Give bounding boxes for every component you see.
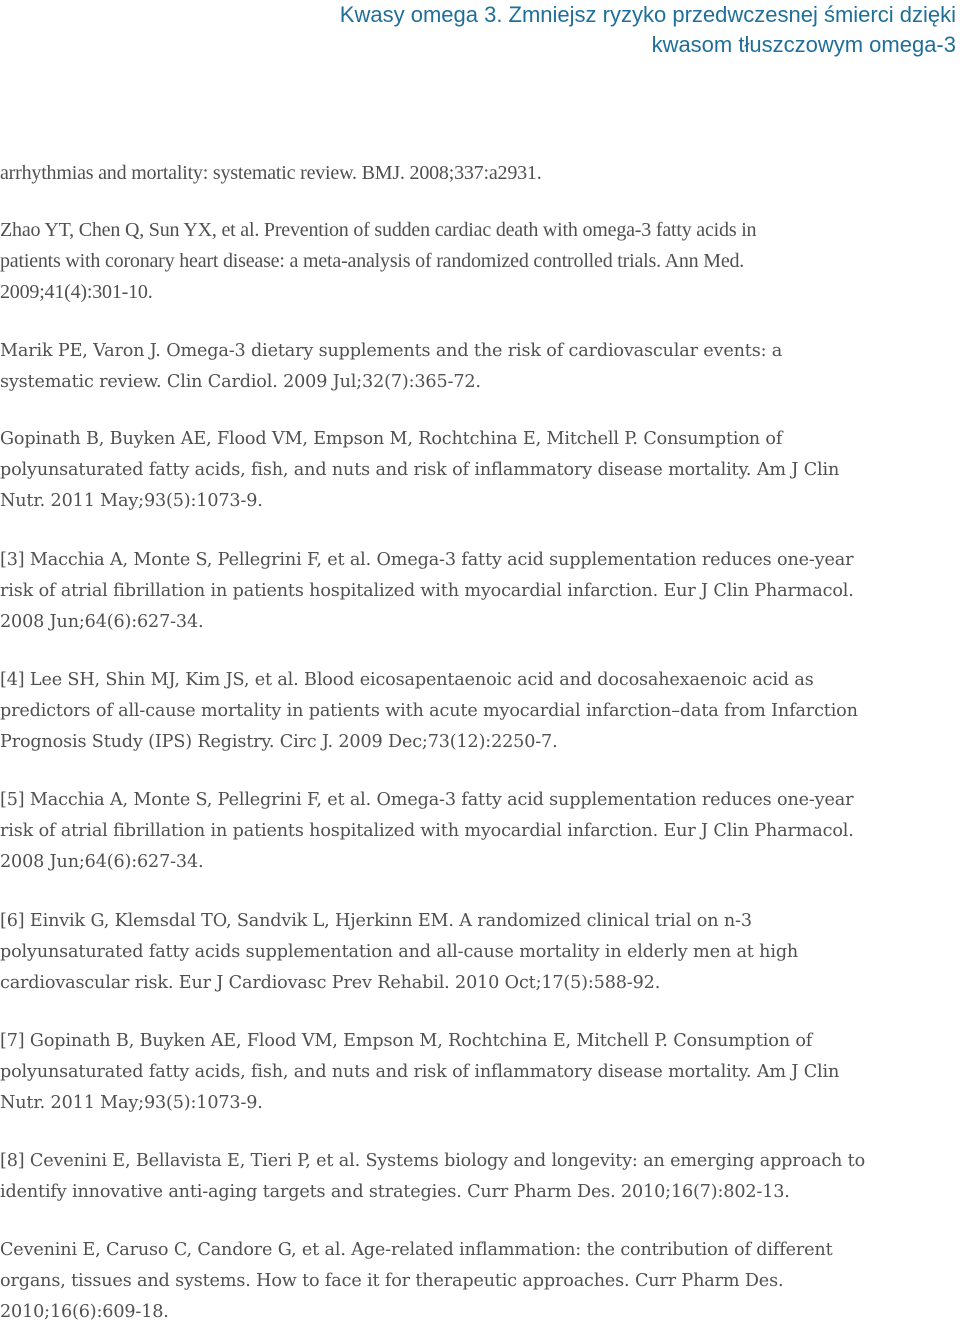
reference-entry: [0, 906, 958, 999]
reference-line: [7] Gopinath B, Buyken AE, Flood VM, Empson M, Rochtchina E, Mitchell P. Consumption of: [0, 1031, 813, 1051]
reference-line: Zhao YT, Chen Q, Sun YX, et al. Prevention of sudden cardiac death with omega-3 fatty acids in: [0, 219, 757, 241]
reference-line: 2008 Jun;64(6):627-34.: [0, 852, 204, 872]
reference-line: Gopinath B, Buyken AE, Flood VM, Empson M, Rochtchina E, Mitchell P. Consumption of: [0, 429, 783, 449]
reference-line: [5] Macchia A, Monte S, Pellegrini F, et al. Omega-3 fatty acid supplementation reduces one-year: [0, 790, 854, 810]
reference-line: patients with coronary heart disease: a meta-analysis of randomized controlled trials. Ann Med.: [0, 250, 745, 272]
reference-entry: [0, 1146, 958, 1208]
reference-entry: [0, 545, 958, 638]
reference-line: 2008 Jun;64(6):627-34.: [0, 612, 204, 632]
reference-line: systematic review. Clin Cardiol. 2009 Jul;32(7):365-72.: [0, 372, 481, 392]
reference-entry: [0, 665, 958, 758]
reference-line: risk of atrial fibrillation in patients hospitalized with myocardial infarction. Eur J Clin Pharmacol.: [0, 581, 854, 601]
reference-entry: [0, 215, 958, 308]
reference-entry: [0, 785, 958, 878]
page-header: [196, 0, 956, 60]
reference-entry: [0, 424, 958, 517]
reference-line: Marik PE, Varon J. Omega-3 dietary supplements and the risk of cardiovascular events: a: [0, 341, 783, 361]
reference-line: 2009;41(4):301-10.: [0, 281, 153, 303]
reference-line: Cevenini E, Caruso C, Candore G, et al. Age-related inflammation: the contribution of different: [0, 1240, 833, 1260]
reference-line: Nutr. 2011 May;93(5):1073-9.: [0, 1093, 263, 1113]
reference-line: cardiovascular risk. Eur J Cardiovasc Prev Rehabil. 2010 Oct;17(5):588-92.: [0, 973, 661, 993]
reference-entry: [0, 336, 958, 398]
reference-line: [3] Macchia A, Monte S, Pellegrini F, et al. Omega-3 fatty acid supplementation reduces one-year: [0, 550, 854, 570]
page-title-line-1: Kwasy omega 3. Zmniejsz ryzyko przedwczesnej śmierci dzięki: [339, 2, 956, 27]
reference-line: organs, tissues and systems. How to face it for therapeutic approaches. Curr Pharm Des.: [0, 1271, 784, 1291]
reference-line: [6] Einvik G, Klemsdal TO, Sandvik L, Hjerkinn EM. A randomized clinical trial on n-3: [0, 911, 752, 931]
reference-line: risk of atrial fibrillation in patients hospitalized with myocardial infarction. Eur J Clin Pharmacol.: [0, 821, 854, 841]
reference-line: 2010;16(6):609-18.: [0, 1302, 169, 1322]
reference-entry: [0, 1235, 958, 1328]
reference-line: [4] Lee SH, Shin MJ, Kim JS, et al. Blood eicosapentaenoic acid and docosahexaenoic acid as: [0, 670, 814, 690]
reference-line: polyunsaturated fatty acids, fish, and nuts and risk of inflammatory disease mortality. Am J Clin: [0, 1062, 840, 1082]
reference-entry: [0, 1026, 958, 1119]
reference-line: Nutr. 2011 May;93(5):1073-9.: [0, 491, 263, 511]
reference-line: [8] Cevenini E, Bellavista E, Tieri P, et al. Systems biology and longevity: an emerging approach to: [0, 1151, 866, 1171]
reference-line: polyunsaturated fatty acids, fish, and nuts and risk of inflammatory disease mortality. Am J Clin: [0, 460, 840, 480]
reference-line: arrhythmias and mortality: systematic review. BMJ. 2008;337:a2931.: [0, 162, 542, 184]
reference-line: Prognosis Study (IPS) Registry. Circ J. 2009 Dec;73(12):2250-7.: [0, 732, 558, 752]
reference-line: predictors of all-cause mortality in patients with acute myocardial infarction–data from Infarction: [0, 701, 858, 721]
reference-line: identify innovative anti-aging targets and strategies. Curr Pharm Des. 2010;16(7):802-13.: [0, 1182, 790, 1202]
page-title-line-2: kwasom tłuszczowym omega-3: [651, 32, 956, 57]
reference-line: polyunsaturated fatty acids supplementation and all-cause mortality in elderly men at high: [0, 942, 799, 962]
reference-entry: [0, 158, 958, 189]
